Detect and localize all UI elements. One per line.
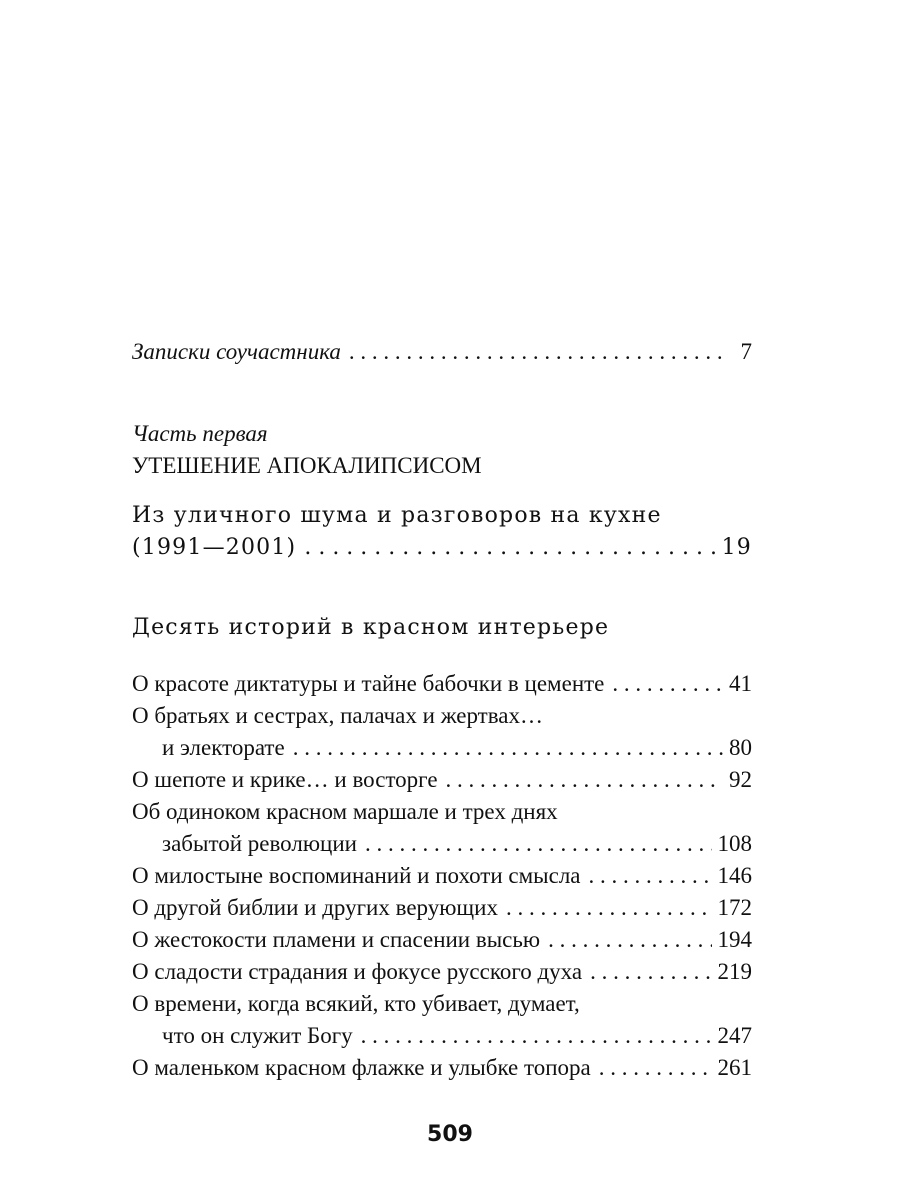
dot-leader (349, 336, 726, 368)
toc-entry (132, 828, 752, 860)
toc-entry-title-cont: и электорате (162, 735, 285, 760)
toc-entry (132, 668, 752, 700)
dot-leader (548, 924, 711, 956)
toc-entry-title: О красоте диктатуры и тайне бабочки в цементе (132, 671, 605, 696)
toc-entry-title: О милостыне воспоминаний и похоти смысла (132, 863, 581, 888)
toc-entry-page: 194 (717, 927, 752, 952)
toc-entry (132, 1020, 752, 1052)
toc-entry-title-cont: что он служит Богу (162, 1023, 353, 1048)
toc-entry-page: 247 (717, 1023, 752, 1048)
toc-entry-title: О шепоте и крике… и восторге (132, 767, 438, 792)
toc-stories-list (132, 668, 752, 1084)
dot-leader (599, 1052, 712, 1084)
toc-entry-page: 261 (717, 1055, 752, 1080)
toc-entry-page: 92 (729, 767, 752, 792)
toc-entry-title: О времени, когда всякий, кто убивает, думает, (132, 991, 580, 1016)
toc-entry-page: 219 (717, 959, 752, 984)
dot-leader (506, 892, 712, 924)
toc-entry-title: О сладости страдания и фокусе русского духа (132, 959, 583, 984)
toc-entry-title: О маленьком красном флажке и улыбке топора (132, 1055, 591, 1080)
toc-entry (132, 1052, 752, 1084)
toc-entry-page: 19 (721, 535, 752, 560)
dot-leader (446, 764, 723, 796)
toc-entry-page: 7 (740, 339, 752, 364)
part-heading (132, 418, 752, 482)
dot-leader (365, 828, 712, 860)
toc-entry-page: 80 (729, 735, 752, 760)
toc-entry (132, 532, 752, 564)
toc-entry-page: 172 (717, 895, 752, 920)
toc-entry-title-cont: (1991—2001) (132, 535, 297, 560)
section-heading: Десять историй в красном интерьере (132, 615, 610, 640)
toc-entry (132, 860, 752, 892)
toc-entry-page: 146 (717, 863, 752, 888)
toc-entry-title: О другой библии и других верующих (132, 895, 498, 920)
dot-leader (361, 1020, 712, 1052)
toc-entry-page: 41 (729, 671, 752, 696)
toc-entry-page: 108 (717, 831, 752, 856)
dot-leader (589, 860, 712, 892)
toc-entry (132, 764, 752, 796)
dot-leader (612, 668, 723, 700)
part-title: УТЕШЕНИЕ АПОКАЛИПСИСОМ (132, 453, 482, 478)
toc-entry-title: О братьях и сестрах, палачах и жертвах… (132, 703, 544, 728)
dot-leader (293, 732, 723, 764)
section-heading-block (132, 612, 752, 644)
dot-leader (590, 956, 711, 988)
toc-intro (132, 336, 752, 368)
toc-entry (132, 336, 752, 368)
toc-entry-title: Об одиноком красном маршале и трех днях (132, 799, 558, 824)
toc-entry (132, 732, 752, 764)
toc-entry-title-cont: забытой революции (162, 831, 357, 856)
dot-leader (304, 532, 715, 564)
toc-entry (132, 892, 752, 924)
toc-street-noise (132, 500, 752, 564)
part-label: Часть первая (132, 421, 268, 446)
toc-entry (132, 924, 752, 956)
toc-entry-title: Из уличного шума и разговоров на кухне (132, 503, 662, 528)
toc-entry-title: Записки соучастника (132, 339, 341, 364)
toc-entry (132, 956, 752, 988)
page-number: 509 (427, 1122, 473, 1147)
toc-entry-title: О жестокости пламени и спасении высью (132, 927, 541, 952)
